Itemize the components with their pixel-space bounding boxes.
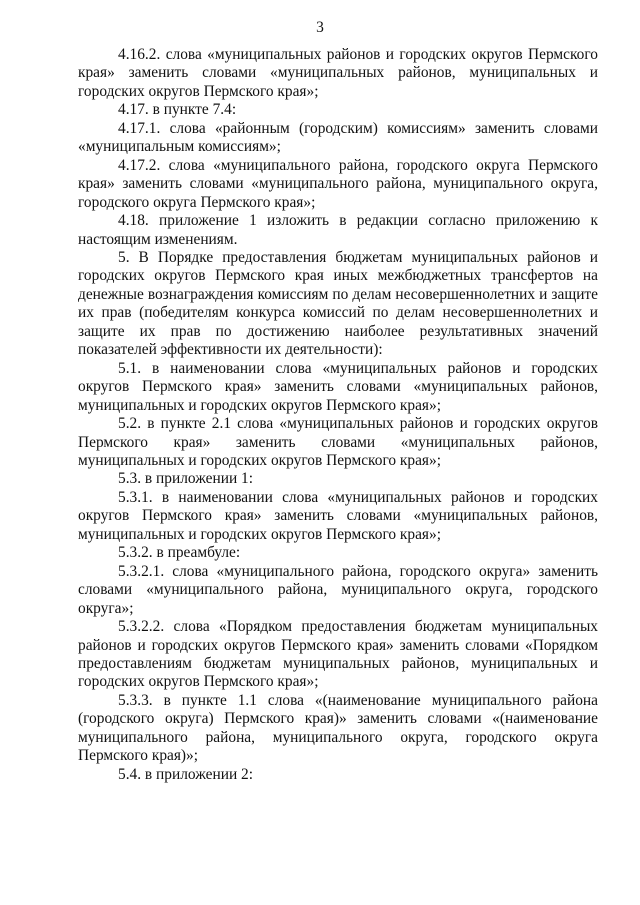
- paragraph-4-17-2: 4.17.2. слова «муниципального района, городского округа Пермского края» заменить словами «муниципального района, муниципального округа, городского округа Пермского края»;: [78, 156, 598, 211]
- paragraph-5-3: 5.3. в приложении 1:: [118, 470, 253, 488]
- document-body: [78, 46, 598, 784]
- paragraph-5: 5. В Порядке предоставления бюджетам муниципальных районов и городских округов Пермского края иных межбюджетных трансфертов на денежные вознаграждения комиссиям по делам несовершеннолетних и защите их прав (победителям конкурса комиссий по делам несовершеннолетних и защите их прав по достижению наиболее результативных значений показателей эффективности их деятельности):: [78, 248, 598, 359]
- paragraph-5-2: 5.2. в пункте 2.1 слова «муниципальных районов и городских округов Пермского края» заменить словами «муниципальных районов, муниципальных и городских округов Пермского края»;: [78, 415, 598, 469]
- paragraph-5-3-2-2: 5.3.2.2. слова «Порядком предоставления бюджетам муниципальных районов и городских округов Пермского края» заменить словами «Порядком предоставлениям бюджетам муниципальных районов, муниципальных и городских округов Пермского края»;: [78, 618, 598, 691]
- paragraph-4-17: 4.17. в пункте 7.4:: [118, 101, 237, 119]
- paragraph-5-4: 5.4. в приложении 2:: [118, 765, 253, 783]
- page-number: 3: [316, 19, 324, 36]
- paragraph-4-18: 4.18. приложение 1 изложить в редакции согласно приложению к настоящим изменениям.: [78, 212, 598, 248]
- paragraph-5-3-3: 5.3.3. в пункте 1.1 слова «(наименование муниципального района (городского округа) Пермского края)» заменить словами «(наименование муниципального района, муниципального округа, городского округа Пермского края)»;: [78, 691, 598, 765]
- paragraph-5-3-2-1: 5.3.2.1. слова «муниципального района, городского округа» заменить словами «муниципального района, муниципального округа, городского округа»;: [78, 562, 598, 617]
- paragraph-4-17-1: 4.17.1. слова «районным (городским) комиссиям» заменить словами «муниципальным комиссиям»;: [78, 119, 598, 156]
- paragraph-5-3-1: 5.3.1. в наименовании слова «муниципальных районов и городских округов Пермского края» заменить словами «муниципальных районов, муниципальных и городских округов Пермского края»;: [78, 488, 598, 543]
- paragraph-5-1: 5.1. в наименовании слова «муниципальных районов и городских округов Пермского края» заменить словами «муниципальных районов, муниципальных и городских округов Пермского края»;: [78, 359, 598, 414]
- paragraph-4-16-2: 4.16.2. слова «муниципальных районов и городских округов Пермского края» заменить словами «муниципальных районов, муниципальных и городских округов Пермского края»;: [78, 46, 598, 100]
- paragraph-5-3-2: 5.3.2. в преамбуле:: [118, 544, 241, 562]
